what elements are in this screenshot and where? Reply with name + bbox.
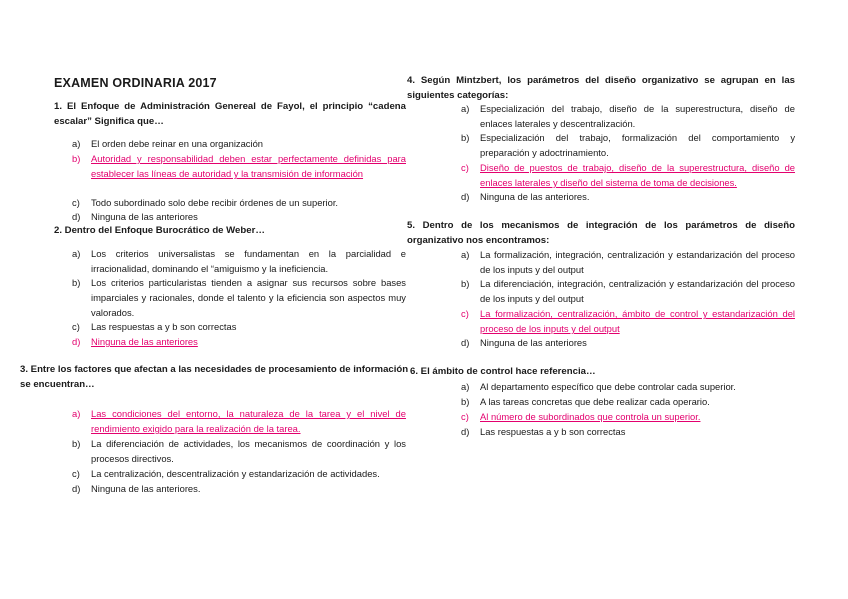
- option-text: Especialización del trabajo, diseño de la superestructura, diseño de enlaces laterales y descentralización.: [480, 103, 795, 129]
- option-text: El orden debe reinar en una organización: [91, 138, 263, 149]
- question-5-stem: 5. Dentro de los mecanismos de integración de los parámetros de diseño organizativo nos encontramos:: [407, 220, 795, 246]
- exam-title: EXAMEN ORDINARIA 2017: [54, 76, 217, 90]
- option-text: Autoridad y responsabilidad deben estar perfectamente definidas para establecer las líneas de autoridad y la transmisión de información: [91, 153, 406, 179]
- option-text: La formalización, integración, centralización y estandarización del proceso de los inputs y del output: [480, 249, 795, 275]
- question-6-stem: 6. El ámbito de control hace referencia…: [410, 366, 596, 377]
- question-2-option-a[interactable]: a) Los criterios universalistas se fundamentan en la parcialidad e irracionalidad, dominando el “amiguismo y la ineficiencia.: [72, 248, 406, 274]
- question-6-option-d[interactable]: d) Las respuestas a y b son correctas: [461, 426, 626, 437]
- question-4-stem: 4. Según Mintzbert, los parámetros del diseño organizativo se agrupan en las siguientes categorías:: [407, 75, 795, 101]
- question-3-option-c[interactable]: c) La centralización, descentralización y estandarización de actividades.: [72, 468, 380, 479]
- question-3-option-d[interactable]: d) Ninguna de las anteriores.: [72, 483, 201, 494]
- question-1-stem: 1. El Enfoque de Administración Genereal de Fayol, el principio “cadena escalar” Significa que…: [54, 101, 406, 127]
- question-3-stem: 3. Entre los factores que afectan a las necesidades de procesamiento de información se encuentran…: [20, 364, 409, 390]
- option-text: Ninguna de las anteriores: [91, 336, 198, 347]
- option-text: Especialización del trabajo, formalización del comportamiento y preparación y adoctrinamiento.: [480, 132, 795, 158]
- question-4-option-b[interactable]: b) Especialización del trabajo, formalización del comportamiento y preparación y adoctrinamiento.: [461, 132, 795, 158]
- option-text: A las tareas concretas que debe realizar cada operario.: [480, 396, 710, 407]
- question-1-option-d[interactable]: d) Ninguna de las anteriores: [72, 211, 198, 222]
- option-text: Los criterios particularistas tienden a asignar sus recursos sobre bases imparciales y racionales, donde el talento y la eficiencia son aspectos muy valorados.: [91, 277, 406, 318]
- question-2-stem: 2. Dentro del Enfoque Burocrático de Weber…: [54, 225, 265, 236]
- question-2-option-b[interactable]: b) Los criterios particularistas tienden a asignar sus recursos sobre bases imparciales y racionales, donde el talento y la eficiencia son aspectos muy valorados.: [72, 277, 406, 318]
- question-6-option-b[interactable]: b) A las tareas concretas que debe realizar cada operario.: [461, 396, 710, 407]
- option-text: Los criterios universalistas se fundamentan en la parcialidad e irracionalidad, dominando el “amiguismo y la ineficiencia.: [91, 248, 406, 274]
- option-text: Las respuestas a y b son correctas: [91, 321, 237, 332]
- option-text: Ninguna de las anteriores: [480, 337, 587, 348]
- option-text: La diferenciación, integración, centralización y estandarización del proceso de los inputs y del output: [480, 278, 795, 304]
- option-text: Ninguna de las anteriores: [91, 211, 198, 222]
- question-3-option-b[interactable]: b) La diferenciación de actividades, los mecanismos de coordinación y los procesos directivos.: [72, 438, 406, 464]
- question-1-option-b[interactable]: b) Autoridad y responsabilidad deben estar perfectamente definidas para establecer las líneas de autoridad y la transmisión de información: [72, 153, 406, 179]
- question-1-option-a[interactable]: a) El orden debe reinar en una organización: [72, 138, 263, 149]
- question-6-option-c[interactable]: c) Al número de subordinados que controla un superior.: [461, 411, 701, 422]
- left-column: [0, 0, 420, 599]
- question-4-option-c[interactable]: c) Diseño de puestos de trabajo, diseño de la superestructura, diseño de enlaces laterales y diseño del sistema de toma de decisiones.: [461, 162, 795, 188]
- question-3-option-a[interactable]: a) Las condiciones del entorno, la naturaleza de la tarea y el nivel de rendimiento exigido para la realización de la tarea.: [72, 408, 406, 434]
- question-5-option-b[interactable]: b) La diferenciación, integración, centralización y estandarización del proceso de los inputs y del output: [461, 278, 795, 304]
- question-4-option-d[interactable]: d) Ninguna de las anteriores.: [461, 191, 590, 202]
- option-text: Ninguna de las anteriores.: [480, 191, 590, 202]
- question-2-option-d[interactable]: d) Ninguna de las anteriores: [72, 336, 198, 347]
- option-text: Diseño de puestos de trabajo, diseño de la superestructura, diseño de enlaces laterales y diseño del sistema de toma de decisiones.: [480, 162, 795, 188]
- option-text: Las respuestas a y b son correctas: [480, 426, 626, 437]
- question-5-option-c[interactable]: c) La formalización, centralización, ámbito de control y estandarización del proceso de los inputs y del output: [461, 308, 795, 334]
- option-text: Al departamento específico que debe controlar cada superior.: [480, 381, 736, 392]
- option-text: Al número de subordinados que controla un superior.: [480, 411, 701, 422]
- question-6-option-a[interactable]: a) Al departamento específico que debe controlar cada superior.: [461, 381, 736, 392]
- option-text: Todo subordinado solo debe recibir órdenes de un superior.: [91, 197, 339, 208]
- option-text: Las condiciones del entorno, la naturaleza de la tarea y el nivel de rendimiento exigido para la realización de la tarea.: [91, 408, 406, 434]
- option-text: La formalización, centralización, ámbito de control y estandarización del proceso de los inputs y del output: [480, 308, 795, 334]
- option-text: Ninguna de las anteriores.: [91, 483, 201, 494]
- option-text: La centralización, descentralización y estandarización de actividades.: [91, 468, 380, 479]
- question-5-option-d[interactable]: d) Ninguna de las anteriores: [461, 337, 587, 348]
- question-5-option-a[interactable]: a) La formalización, integración, centralización y estandarización del proceso de los inputs y del output: [461, 249, 795, 275]
- question-4-option-a[interactable]: a) Especialización del trabajo, diseño de la superestructura, diseño de enlaces laterales y descentralización.: [461, 103, 795, 129]
- option-text: La diferenciación de actividades, los mecanismos de coordinación y los procesos directivos.: [91, 438, 406, 464]
- question-2-option-c[interactable]: c) Las respuestas a y b son correctas: [72, 321, 237, 332]
- question-1-option-c[interactable]: c) Todo subordinado solo debe recibir órdenes de un superior.: [72, 197, 339, 208]
